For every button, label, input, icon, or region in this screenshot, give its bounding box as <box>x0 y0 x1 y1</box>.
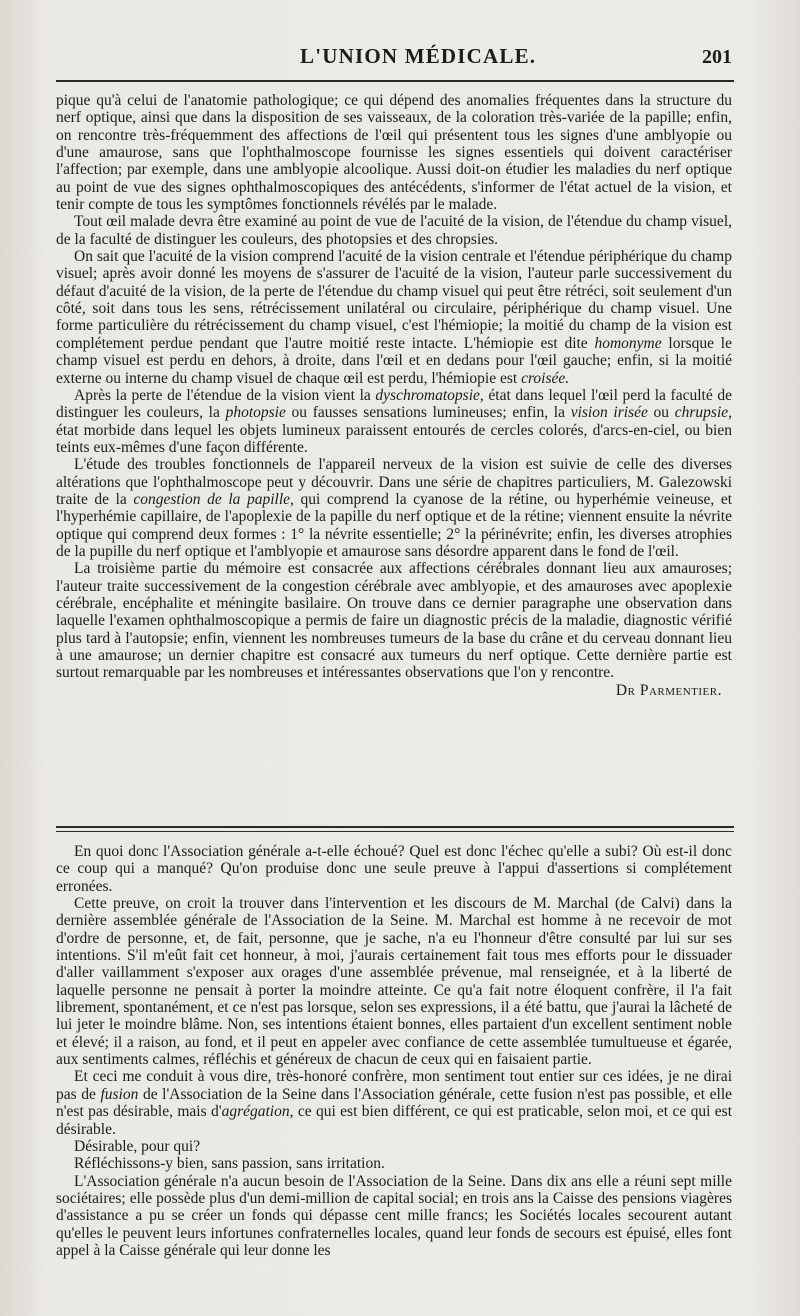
text-run: ou fausses sensations lumineuses; enfin, la <box>285 404 571 422</box>
text-run: ce qui est bien différent, ce qui est praticable, selon moi, et ce qui est désirable. <box>56 1103 733 1138</box>
text-run: En quoi donc l'Association générale a-t-elle échoué? Quel est donc l'échec qu'elle a subi? Où est-il donc ce coup qui a manqué? Qu'on produise donc une seule preuve à l'appui d'assertions si complétement erronées. <box>56 843 732 895</box>
header-rule <box>56 80 734 82</box>
paragraph <box>56 456 732 560</box>
italic-term: fusion <box>100 1085 139 1103</box>
italic-term: dyschromatopsie, <box>375 386 484 404</box>
article-letter <box>56 843 732 1259</box>
paragraph <box>56 1155 732 1172</box>
article-review-paragraphs <box>56 92 732 682</box>
paragraph <box>56 1138 732 1155</box>
text-run: état dans lequel l'œil perd la faculté de distinguer les couleurs, la <box>56 386 732 422</box>
running-title: L'UNION MÉDICALE. <box>300 44 537 68</box>
text-run: Réfléchissons-y bien, sans passion, sans irritation. <box>74 1155 385 1173</box>
text-run: ou <box>647 404 675 422</box>
paragraph <box>56 387 732 456</box>
italic-term: photopsie <box>225 404 286 422</box>
section-divider-thick <box>56 826 734 828</box>
paragraph <box>56 1173 732 1260</box>
italic-term: congestion de la papille, <box>133 490 294 508</box>
paragraph <box>56 213 732 248</box>
text-run: Tout œil malade devra être examiné au point de vue de l'acuité de la vision, de l'étendue du champ visuel, de la faculté de distinguer les couleurs, des photopsies et des chropsies. <box>56 213 732 248</box>
paragraph <box>56 843 732 895</box>
text-run: On sait que l'acuité de la vision comprend l'acuité de la vision centrale et l'étendue périphérique du champ visuel; après avoir donné les moyens de s'assurer de l'acuité de la vision, l'auteur parle successivement du défaut d'acuité de la vision, de la perte de l'étendue du champ visuel qui peut être rétréci, soit seulement d'un côté, soit dans tous les sens, rétrécissement unilatéral ou circulaire, périphérique du champ visuel. Une forme particulière du rétrécissement du champ visuel, c'est l'hémiopie; la moitié du champ de la vision est complétement perdue pendant que l'autre moitié reste intacte. L'hémiopie est dite <box>56 248 732 352</box>
text-run: Cette preuve, on croit la trouver dans l'intervention et les discours de M. Marchal (de Calvi) dans la dernière assemblée générale de l'Association de la Seine. M. Marchal est homme à ne recevoir de mot d'ordre de personne, et, de fait, personne, que je sache, n'a eu l'honneur d'être consulté par lui sur ses intentions. S'il m'eût fait cet honneur, à moi, j'aurais certainement fait tous mes efforts pour le dissuader d'aller vaillamment s'exposer aux orages d'une assemblée prévenue, mal renseignée, et à la liberté de laquelle personne ne pensait à porter la moindre atteinte. Ce qu'a fait notre éloquent confrère, il l'a fait librement, spontanément, et ce n'est pas lorsque, selon ses expressions, il a été battu, que j'aurai la lâcheté de lui jeter le moindre blâme. Non, ses intentions étaient bonnes, elles partaient d'un excellent sentiment noble et élevé; il a raison, au fond, et il peut en appeler avec confiance de cette assemblée tumultueuse et égarée, aux sentiments calmes, réfléchis et généreux de chacun de ceux qui en faisaient partie. <box>56 895 732 1069</box>
text-run: L'étude des troubles fonctionnels de l'appareil nerveux de la vision est suivie de celle des diverses altérations que l'ophthalmoscope peut y découvrir. Dans une série de chapitres particuliers, M. Galezowski traite de la <box>56 456 732 508</box>
text-run: La troisième partie du mémoire est consacrée aux affections cérébrales donnant lieu aux amauroses; l'auteur traite successivement de la congestion cérébrale avec amblyopie, et des amauroses avec apoplexie cérébrale, encéphalite et méningite basilaire. On trouve dans ce dernier paragraphe une observation dans laquelle l'examen ophthalmoscopique a permis de faire un diagnostic précis de la maladie, diagnostic vérifié plus tard à l'autopsie; enfin, viennent les nombreuses tumeurs de la base du crâne et du cerveau donnant lieu à une amaurose; un dernier chapitre est consacré aux tumeurs du nerf optique. Cette dernière partie est surtout remarquable par les nombreuses et intéressantes observations que l'on y rencontre. <box>56 560 732 682</box>
italic-term: chrupsie, <box>674 404 733 422</box>
page-header <box>0 44 800 74</box>
text-run: de l'Association de la Seine dans l'Association générale, cette fusion n'est pas possible, et elle n'est pas désirable, mais d' <box>56 1085 733 1121</box>
paragraph <box>56 1068 732 1137</box>
text-run: lorsque le champ visuel est perdu en dehors, à droite, dans l'œil et en dedans pour l'œil gauche; enfin, si la moitié externe ou interne du champ visuel de chaque œil est perdu, l'hémiopie est <box>56 334 732 387</box>
italic-term: croisée. <box>521 369 570 387</box>
italic-term: agrégation, <box>221 1103 294 1121</box>
text-run: état morbide dans lequel les objets lumineux paraissent entourés de cercles colorés, d'arcs-en-ciel, ou bien teints eux-mêmes d'une façon différente. <box>56 421 732 456</box>
text-run: pique qu'à celui de l'anatomie pathologique; ce qui dépend des anomalies fréquentes dans la structure du nerf optique, ainsi que dans la disposition de ses vaisseaux, de la coloration très-variée de la papille; enfin, on rencontre très-fréquemment des affections de l'œil qui présentent tous les signes d'une amblyopie ou d'une amaurose, sans que l'ophthalmoscope fournisse les signes essentiels qui doivent caractériser l'affection; par exemple, dans une amblyopie alcoolique. Aussi doit-on étudier les maladies du nerf optique au point de vue des signes ophthalmoscopiques des antécédents, s'informer de l'état actuel de la vision, et tenir compte de tous les symptômes fonctionnels révélés par le malade. <box>56 92 732 214</box>
paragraph <box>56 895 732 1068</box>
article-letter-paragraphs <box>56 843 732 1259</box>
text-run: Après la perte de l'étendue de la vision vient la <box>74 386 376 404</box>
text-run: Et ceci me conduit à vous dire, très-honoré confrère, mon sentiment tout entier sur ces idées, je ne dirai pas de <box>56 1068 732 1103</box>
article-review <box>56 92 732 699</box>
italic-term: homonyme <box>594 334 662 352</box>
paragraph <box>56 92 732 213</box>
paragraph <box>56 560 732 681</box>
paragraph <box>56 248 732 387</box>
text-run: Désirable, pour qui? <box>74 1137 201 1155</box>
section-divider-thin <box>56 831 734 832</box>
text-run: L'Association générale n'a aucun besoin de l'Association de la Seine. Dans dix ans elle a réuni sept mille sociétaires; elle possède plus d'un demi-million de capital social; en trois ans la Caisse des pensions viagères d'assistance a pu se créer un fonds qui dépasse cent mille francs; les Sociétés locales secourent autant qu'elles le peuvent leurs infortunes confraternelles locales, quand leur fonds de secours est épuisé, elles font appel à la Caisse générale qui leur donne les <box>56 1172 732 1259</box>
text-run: qui comprend la cyanose de la rétine, ou hyperhémie veineuse, et l'hyperhémie capillaire, de l'apoplexie de la papille du nerf optique et de la rétine; viennent ensuite la névrite optique qui comprend deux formes : 1° la névrite essentielle; 2° la périnévrite; enfin, les diverses atrophies de la pupille du nerf optique et l'amblyopie et amaurose sans désordre apparent dans le fond de l'œil. <box>56 490 733 560</box>
author-signature: Dr Parmentier. <box>615 681 722 699</box>
italic-term: vision irisée <box>570 404 648 422</box>
page-number: 201 <box>702 46 732 68</box>
